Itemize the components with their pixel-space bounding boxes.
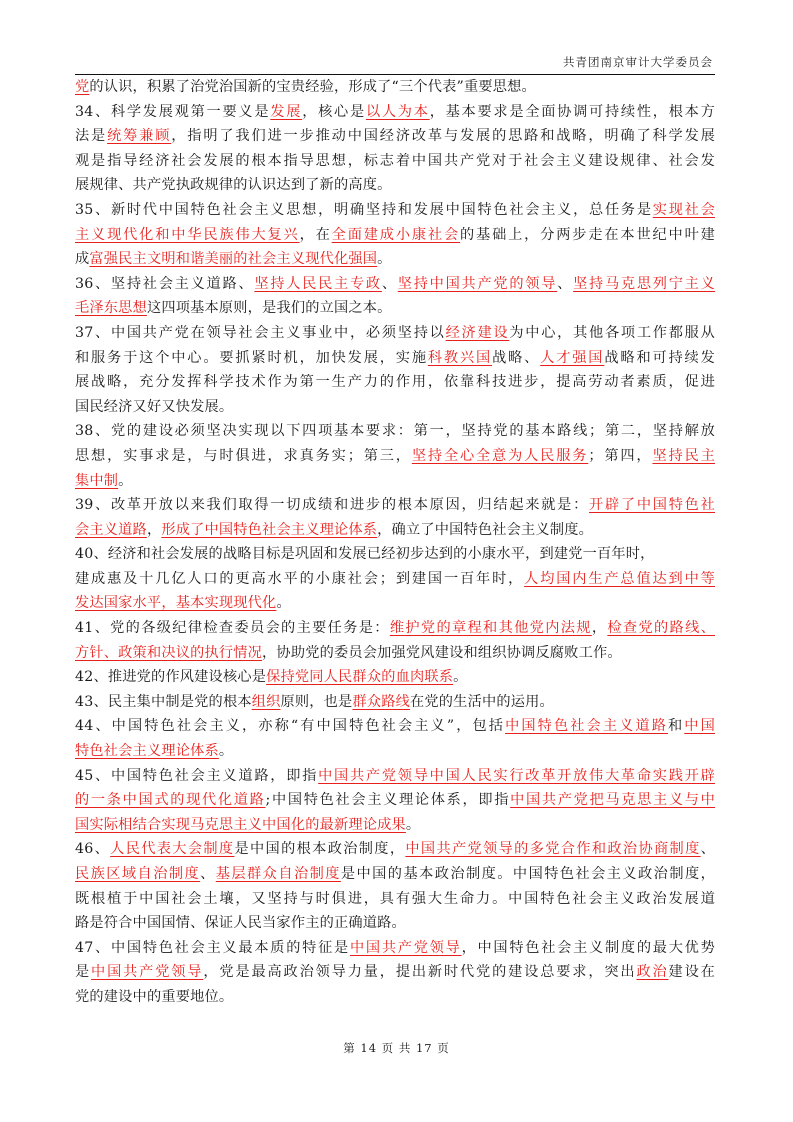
text-segment: 41、党的各级纪律检查委员会的主要任务是： [75, 620, 390, 637]
answer-highlight: 保持党同人民群众的血肉联系 [266, 669, 454, 686]
answer-highlight: 全面建成小康社会 [331, 226, 460, 243]
text-segment: 。 [118, 472, 133, 489]
text-line [75, 862, 715, 887]
text-segment: ，核心是 [302, 103, 366, 120]
answer-highlight: 发达国家水平，基本实现现代化 [75, 595, 277, 612]
text-segment: 、 [200, 866, 216, 882]
text-line [75, 960, 715, 985]
text-segment: 、 [700, 841, 716, 858]
answer-highlight: 民族区域自治制度 [75, 866, 201, 882]
text-line [75, 321, 715, 346]
text-segment: 35、新时代中国特色社会主义思想，明确坚持和发展中国特色社会主义，总任务是 [75, 201, 653, 218]
text-segment: ，协助党的委员会加强党风建设和组织协调反腐败工作。 [262, 644, 622, 661]
text-segment: 思想，实事求是，与时俱进，求真务实；第三， [75, 447, 412, 464]
answer-highlight: 中国共产党把马克思主义与中 [510, 792, 715, 809]
answer-highlight: 中国共产党领导 [350, 939, 462, 956]
text-segment: 、 [557, 275, 574, 292]
text-segment: 建成惠及十几亿人口的更高水平的小康社会；到建国一百年时， [75, 570, 525, 587]
text-segment: 的认识，积累了治党治国新的宝贵经验，形成了“三个代表”重要思想。 [89, 79, 536, 95]
text-segment: 展战略，充分发挥科学技术作为第一生产力的作用，依靠科技进步，提高劳动者素质，促进 [75, 374, 715, 391]
text-segment: 39、改革开放以来我们取得一切成绩和进步的根本原因，归结起来就是： [75, 497, 590, 514]
text-segment: 45、中国特色社会主义道路，即指 [75, 767, 319, 784]
text-line [75, 346, 715, 371]
answer-highlight: 中国特色社会主义道路 [505, 718, 668, 735]
answer-highlight: 坚持人民民主专政 [254, 275, 382, 292]
text-segment: 既根植于中国社会土壤，又坚持与时俱进，具有强大生命力。中国特色社会主义政治发展道 [75, 890, 715, 907]
text-line [75, 296, 715, 321]
text-line [75, 887, 715, 912]
text-segment: ， [591, 620, 608, 637]
text-line [75, 518, 715, 543]
text-segment: 。 [276, 595, 291, 612]
page-header [75, 52, 715, 75]
text-segment: 。 [218, 743, 234, 760]
answer-highlight: 人民代表大会制度 [110, 841, 235, 858]
answer-highlight: 形成了中国特色社会主义理论体系 [161, 521, 378, 538]
text-segment: 国民经济又好又快发展。 [75, 398, 234, 415]
answer-highlight: 人均国内生产总值达到中等 [524, 570, 715, 587]
answer-highlight: 政治 [636, 964, 669, 981]
text-line [75, 395, 715, 420]
text-segment: 和服务于这个中心。要抓紧时机，加快发展，实施 [75, 349, 428, 366]
answer-highlight: 国实际相结合实现马克思主义中国化的最新理论成果 [75, 816, 406, 833]
page-footer: 第 14 页 共 17 页 [343, 1041, 450, 1055]
answer-highlight: 开辟了中国特色社 [589, 497, 715, 514]
answer-highlight: 的一条中国式的现代化道路 [75, 792, 266, 809]
text-segment: 法是 [75, 128, 108, 145]
text-segment: 的基础上，分两步走在本世纪中叶建 [460, 226, 715, 243]
text-segment: 党的建设中的重要地位。 [75, 988, 234, 1005]
text-line [75, 100, 715, 125]
answer-highlight: 特色社会主义理论体系 [75, 743, 219, 760]
text-line [75, 198, 715, 223]
text-segment: ， [146, 521, 162, 538]
text-segment: 40、经济和社会发展的战略目标是巩固和发展已经初步达到的小康水平，到建党一百年时， [75, 546, 655, 563]
text-line [75, 764, 715, 789]
answer-highlight: 党 [75, 79, 90, 95]
text-line [75, 124, 715, 149]
text-line [75, 911, 715, 936]
text-segment: 观是指导经济社会发展的根本指导思想，标志着中国共产党对于社会主义建设规律、社会发 [75, 152, 715, 169]
answer-highlight: 主义现代化和中华民族伟大复兴 [75, 226, 300, 243]
text-segment: 原则，也是 [280, 693, 353, 710]
text-line [75, 223, 715, 248]
text-line [75, 985, 715, 1010]
answer-highlight: 坚持马克思列宁主义 [573, 275, 715, 292]
answer-highlight: 发展 [270, 103, 303, 120]
text-line [75, 813, 715, 838]
text-segment: 42、推进党的作风建设核心是 [75, 669, 267, 686]
text-segment: 战略和可持续发 [604, 349, 715, 366]
answer-highlight: 维护党的章程和其他党内法规 [389, 620, 592, 637]
answer-highlight: 方针、政策和决议的执行情况 [75, 644, 263, 661]
text-segment: 。 [453, 669, 468, 686]
text-segment: 和 [668, 718, 685, 735]
text-line [75, 149, 715, 174]
text-line [75, 247, 715, 272]
text-segment: 34、科学发展观第一要义是 [75, 103, 271, 120]
header-title: 共青团南京审计大学委员会 [563, 55, 713, 69]
text-line [75, 469, 715, 494]
text-segment: 战略、 [492, 349, 541, 366]
answer-highlight: 科教兴国 [427, 349, 493, 366]
answer-highlight: 富强民主文明和谐美丽的社会主义现代化强国 [89, 251, 378, 268]
text-segment: 44、中国特色社会主义，亦称“有中国特色社会主义”，包括 [75, 718, 506, 735]
text-line [75, 690, 715, 715]
text-segment: ，指明了我们进一步推动中国经济改革与发展的思路和战略，明确了科学发展 [171, 128, 715, 145]
answer-highlight: 中国共产党领导的多党合作和政治协商制度 [405, 841, 701, 858]
text-segment: ，在 [299, 226, 332, 243]
answer-highlight: 基层群众自治制度 [215, 866, 341, 882]
text-segment: ，基本要求是全面协调可持续性，根本方 [429, 103, 715, 120]
text-segment: ；第四， [588, 447, 653, 464]
text-segment: 是中国的基本政治制度。中国特色社会主义政治制度， [340, 866, 715, 882]
text-line [75, 591, 715, 616]
text-segment: 这四项基本原则，是我们的立国之本。 [146, 300, 392, 317]
text-segment: ，确立了中国特色社会主义制度。 [377, 521, 593, 538]
text-line [75, 936, 715, 961]
answer-highlight: 集中制 [75, 472, 119, 489]
text-line [75, 444, 715, 469]
text-segment: 路是符合中国国情、保证人民当家作主的正确道路。 [75, 915, 406, 932]
answer-highlight: 人才强国 [540, 349, 605, 366]
text-line [75, 641, 715, 666]
text-segment: 。 [377, 251, 392, 268]
answer-highlight: 坚持全心全意为人民服务 [411, 447, 589, 464]
text-segment: 展规律、共产党执政规律的认识达到了新的高度。 [75, 177, 392, 194]
text-line [75, 837, 715, 862]
answer-highlight: 坚持中国共产党的领导 [397, 275, 558, 292]
answer-highlight: 群众路线 [352, 693, 411, 710]
text-line [75, 616, 715, 641]
text-line [75, 419, 715, 444]
answer-highlight: 中国 [684, 718, 715, 735]
text-segment: 36、坚持社会主义道路、 [75, 275, 255, 292]
text-segment: 在党的生活中的运用。 [410, 693, 554, 710]
text-segment: 43、民主集中制是党的根本 [75, 693, 252, 710]
text-segment: ;中国特色社会主义理论体系，即指 [265, 792, 511, 809]
text-line [75, 739, 715, 764]
answer-highlight: 实现社会 [652, 201, 715, 218]
answer-highlight: 统筹兼顾 [107, 128, 172, 145]
answer-highlight: 坚持民主 [652, 447, 715, 464]
answer-highlight: 以人为本 [365, 103, 430, 120]
text-line [75, 542, 715, 567]
text-segment: 47、中国特色社会主义最本质的特征是 [75, 939, 350, 956]
answer-highlight: 会主义道路 [75, 521, 147, 538]
answer-highlight: 组织 [251, 693, 281, 710]
text-segment: 成 [75, 251, 90, 268]
text-segment: 为中心，其他各项工作都服从 [509, 324, 715, 341]
answer-highlight: 中国共产党领导中国人民实行改革开放伟大革命实践开辟 [318, 767, 715, 784]
text-line [75, 272, 715, 297]
text-segment: ，党是最高政治领导力量，提出新时代党的建设总要求，突出 [203, 964, 637, 981]
text-segment: 、 [381, 275, 398, 292]
text-segment: 是中国的根本政治制度， [234, 841, 406, 858]
text-line [75, 714, 715, 739]
text-line [75, 370, 715, 395]
answer-highlight: 检查党的路线、 [607, 620, 715, 637]
document-body [75, 75, 715, 1010]
text-segment: 38、党的建设必须坚决实现以下四项基本要求：第一，坚持党的基本路线；第二，坚持解放 [75, 423, 715, 440]
text-segment: 是 [75, 964, 92, 981]
answer-highlight: 经济建设 [445, 324, 510, 341]
text-line [75, 788, 715, 813]
text-line [75, 567, 715, 592]
text-segment: 建设在 [668, 964, 716, 981]
text-line [75, 75, 715, 100]
text-line [75, 665, 715, 690]
answer-highlight: 毛泽东思想 [75, 300, 147, 317]
text-segment: 。 [405, 816, 421, 833]
text-line [75, 173, 715, 198]
text-segment: ，中国特色社会主义制度的最大优势 [461, 939, 716, 956]
text-segment: 46、 [75, 841, 111, 858]
text-segment: 37、中国共产党在领导社会主义事业中，必须坚持以 [75, 324, 446, 341]
answer-highlight: 中国共产党领导 [91, 964, 204, 981]
text-line [75, 493, 715, 518]
